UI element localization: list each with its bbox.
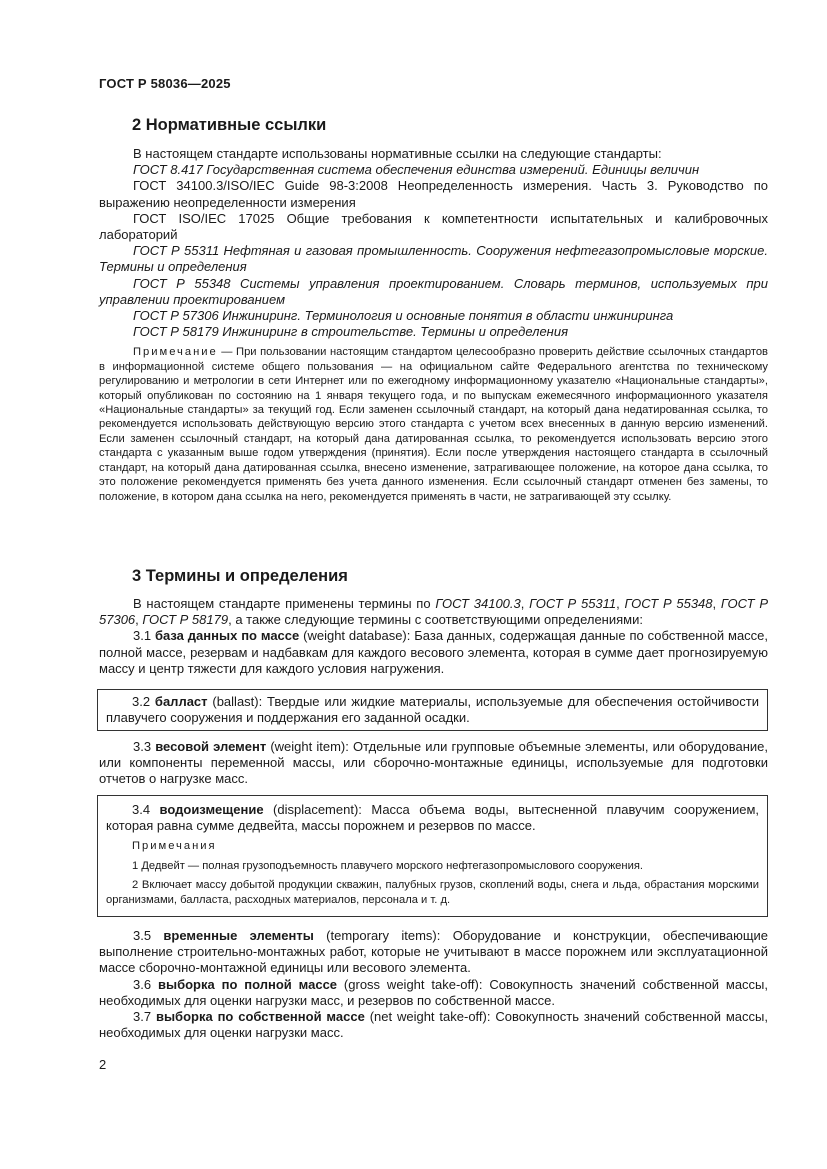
ref-item: ГОСТ Р 55348 Системы управления проектированием. Словарь терминов, используемых при управлении проектированием [99, 275, 768, 307]
term-number: 3.3 [133, 739, 156, 754]
section-3-intro-block [99, 596, 768, 677]
term-3-4-box [97, 795, 768, 917]
term-definition: (gross weight take-off): Совокупность значений собственной массы, необходимых для оценки нагрузки масс, и резервов по собственной массе. [99, 976, 769, 1008]
ref-item: ГОСТ ISO/IEC 17025 Общие требования к компетентности испытательных и калибровочных лабораторий [99, 210, 768, 243]
term-name: весовой элемент [155, 739, 267, 754]
term-3-2 [106, 694, 759, 726]
note-label: Примечание [133, 346, 218, 359]
term-definition: (temporary items): Оборудование и конструкции, обеспечивающие выполнение строительно-монтажных работ, которые не учитывают в массе порожнем или эксплуатационной массе сборочно-монтажной единицы или весового элемента. [99, 928, 769, 976]
term-name: база данных по массе [154, 628, 300, 644]
terms-3-5-to-3-7 [99, 928, 768, 1041]
ref-item: ГОСТ 34100.3/ISO/IEC Guide 98-3:2008 Неопределенность измерения. Часть 3. Руководство по выражению неопределенности измерения [99, 178, 768, 210]
term-number: 3.5 [133, 928, 164, 943]
ref-item: ГОСТ 8.417 Государственная система обеспечения единства измерений. Единицы величин [133, 162, 700, 178]
term-number: 3.2 [132, 694, 155, 709]
term-name: выборка по собственной массе [155, 1009, 365, 1025]
term-3-2-box [97, 689, 768, 731]
ref-item: ГОСТ Р 57306 Инжиниринг. Терминология и основные понятия в области инжиниринга [133, 308, 674, 324]
term-name: временные элементы [163, 928, 314, 943]
term-3-4 [106, 802, 759, 834]
term-name: балласт [154, 694, 208, 709]
term-definition: (weight item): Отдельные или групповые объемные элементы, или оборудование, или компоненты переменной массы, или сборочно-монтажные единицы, используемые для подготовки отчетов о нагрузке масс. [99, 739, 769, 787]
term-3-6 [99, 977, 768, 1009]
term-definition: (weight database): База данных, содержащая данные по собственной массе, полной массе, резервам и надбавкам для каждого весового элемента, которая в сумме дает прогнозируемую массу и центр тяжести для каждого условия нагружения. [99, 628, 769, 676]
ref-item: ГОСТ Р 55311 Нефтяная и газовая промышленность. Сооружения нефтегазопромысловые морские. Термины и определения [99, 243, 768, 275]
note-text: — При пользовании настоящим стандартом целесообразно проверить действие ссылочных стандартов в информационной системе общего пользования — на официальном сайте Федерального агентства по техническому регулированию и метрологии в сети Интернет или по ежегодному информационному указателю «Национальные стандарты», который опубликован по состоянию на 1 января текущего года, и по выпускам ежемесячного информационного указателя «Национальные стандарты» за текущий год. Если заменен ссылочный стандарт, на который дана недатированная ссылка, то рекомендуется использовать действующую версию этого стандарта с учетом всех внесенных в данную версию изменений. Если заменен ссылочный стандарт, на который дана датированная ссылка, то рекомендуется использовать версию этого стандарта с указанным выше годом утверждения (принятия). Если после утверждения настоящего стандарта в ссылочный стандарт, на который дана датированная ссылка, внесено изменение, затрагивающее положение, на которое дана ссылка, то это положение рекомендуется применять без учета данного изменения. Если ссылочный стандарт отменен без замены, то положение, в котором дана ссылка на него, рекомендуется применять в части, не затрагивающей эту ссылку. [99, 346, 768, 503]
term-definition: (displacement): Масса объема воды, вытесненной плавучим сооружением, которая равна сумме дедвейта, массы порожнем и резервов по массе. [106, 802, 760, 834]
term-3-5 [99, 928, 768, 977]
intro-text: В настоящем стандарте применены термины по [133, 596, 436, 611]
term-name: выборка по полной массе [157, 976, 338, 992]
term-number: 3.7 [133, 1009, 156, 1025]
section-2-body [99, 146, 768, 504]
section-3-title: 3 Термины и определения [132, 567, 348, 585]
term-number: 3.1 [133, 628, 155, 644]
term-number: 3.6 [133, 976, 158, 992]
intro-ref: ГОСТ Р 58179 [142, 612, 229, 628]
intro-ref: ГОСТ Р 55311 [529, 596, 617, 611]
section-2-note [99, 345, 768, 503]
document-header: ГОСТ Р 58036—2025 [99, 76, 231, 91]
term-definition: (net weight take-off): Совокупность значений собственной массы, необходимых для оценки нагрузки масс. [99, 1009, 768, 1041]
term-definition: (ballast): Твердые или жидкие материалы, используемые для обеспечения остойчивости плавучего сооружения и поддержания его заданной осадки. [106, 694, 759, 726]
page-number: 2 [99, 1057, 107, 1072]
note-item: 2 Включает массу добытой продукции скважин, палубных грузов, скоплений воды, снега и льда, обрастания морскими организмами, балласта, расходных материалов, персонала и т. д. [106, 879, 759, 906]
term-3-3-block [99, 739, 768, 788]
note-item: 1 Дедвейт — полная грузоподъемность плавучего морского нефтегазопромыслового сооружения. [132, 859, 643, 872]
notes-label: Примечания [132, 840, 217, 853]
section-2-intro: В настоящем стандарте использованы нормативные ссылки на следующие стандарты: [133, 146, 662, 161]
intro-ref: ГОСТ Р 57306 [99, 596, 768, 628]
term-name: водоизмещение [159, 802, 264, 817]
section-2-title: 2 Нормативные ссылки [132, 116, 327, 134]
intro-text: , а также следующие термины с соответствующими определениями: [228, 612, 643, 628]
intro-ref: ГОСТ 34100.3 [435, 596, 521, 611]
term-3-3 [99, 739, 768, 788]
intro-ref: ГОСТ Р 55348 [624, 596, 713, 611]
term-3-7 [99, 1009, 768, 1041]
ref-item: ГОСТ Р 58179 Инжиниринг в строительстве. Термины и определения [133, 324, 569, 340]
term-3-1 [99, 628, 768, 677]
term-number: 3.4 [132, 802, 160, 817]
section-3-intro: В настоящем стандарте применены термины по ГОСТ 34100.3, ГОСТ Р 55311, ГОСТ Р 55348, ГОСТ Р 57306, ГОСТ Р 58179, а также следующие термины с соответствующими определениями: [99, 596, 768, 628]
